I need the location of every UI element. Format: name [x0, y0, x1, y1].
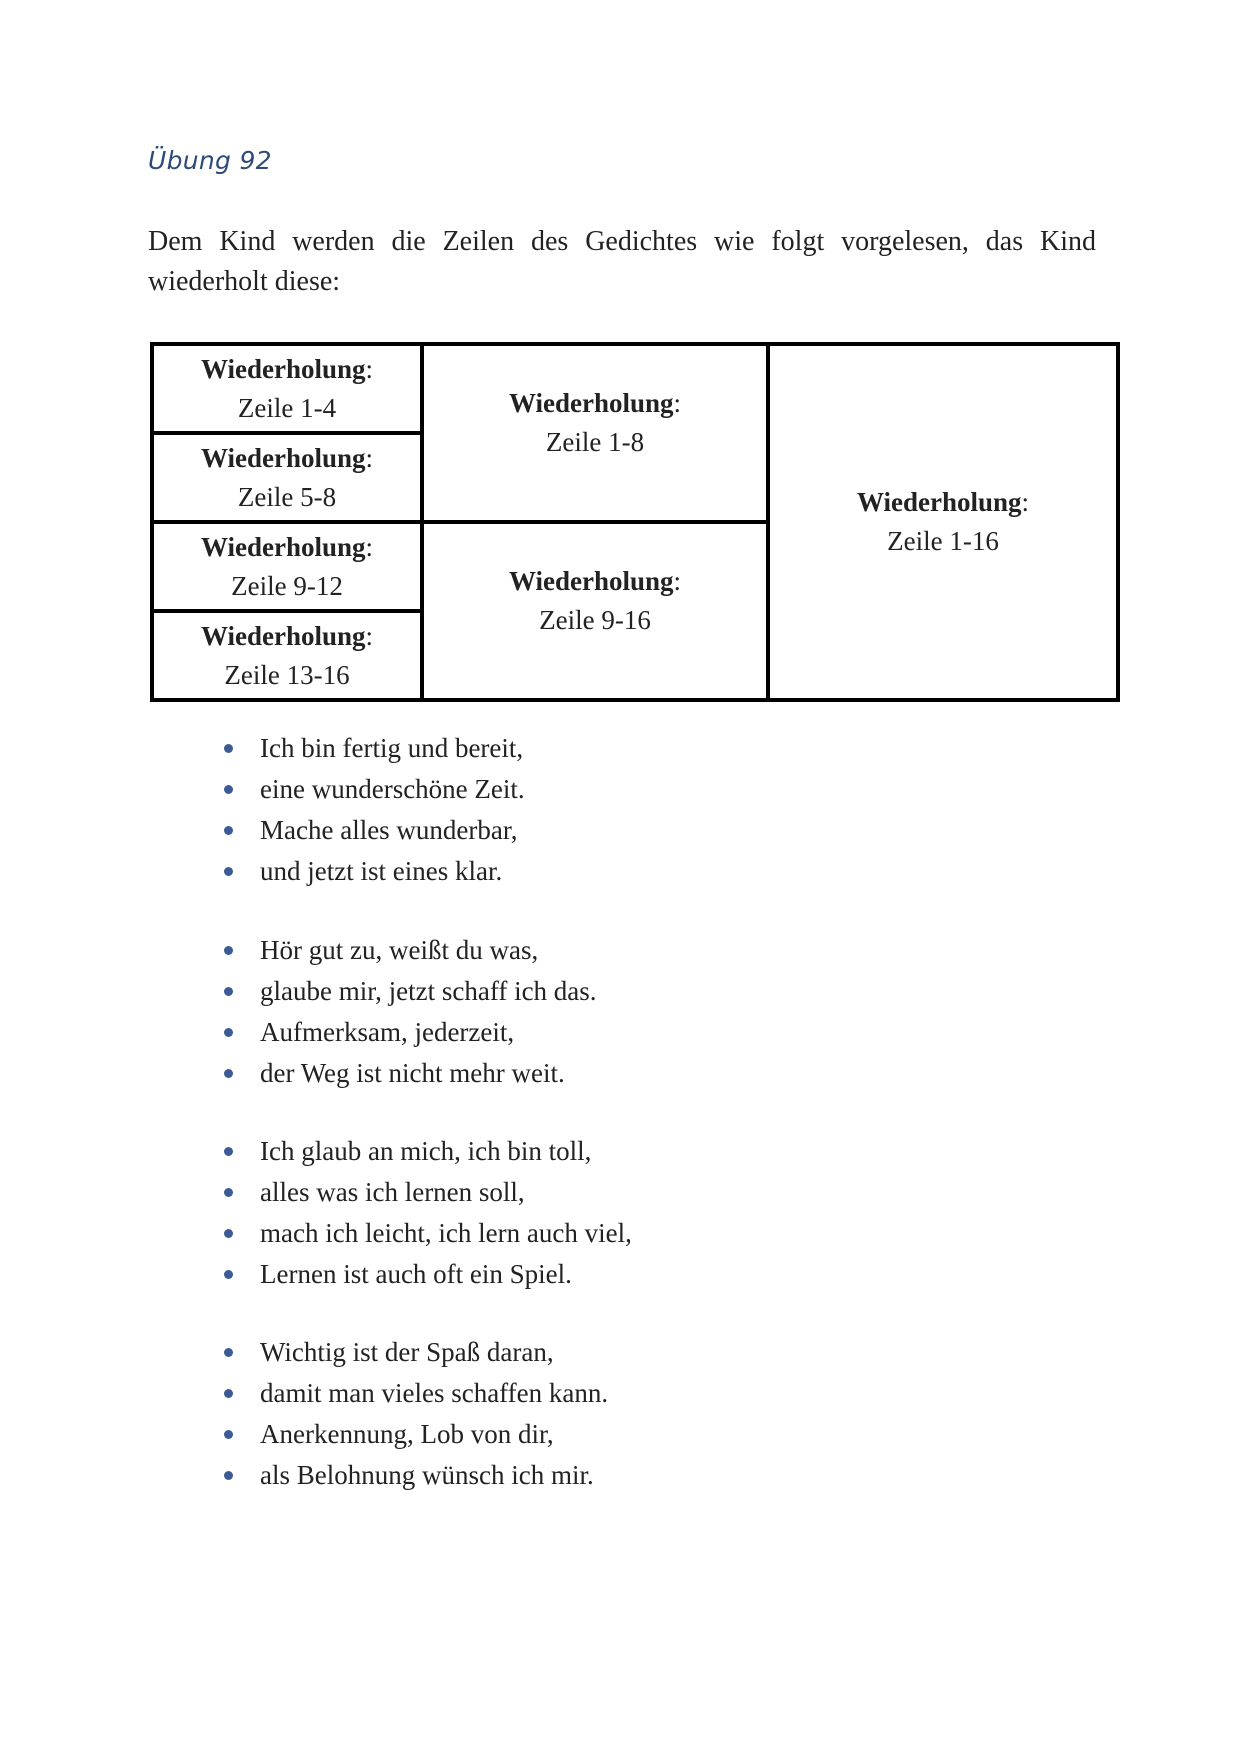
- label-colon: :: [365, 442, 374, 473]
- repetition-table: [150, 342, 1120, 702]
- stanza-4: [224, 1332, 608, 1496]
- verse-line: Hör gut zu, weißt du was,: [224, 930, 597, 971]
- verse-line: glaube mir, jetzt schaff ich das.: [224, 971, 597, 1012]
- bullet-icon: [224, 987, 233, 996]
- exercise-title: Übung 92: [148, 146, 272, 175]
- bullet-icon: [224, 1430, 233, 1439]
- verse-line: Lernen ist auch oft ein Spiel.: [224, 1254, 632, 1295]
- line-range: Zeile 9-16: [539, 605, 651, 635]
- repetition-cell-lines-5-8: [152, 433, 422, 522]
- label-colon: :: [365, 620, 374, 651]
- bullet-icon: [224, 1147, 233, 1156]
- bullet-icon: [224, 1028, 233, 1037]
- verse-line: Anerkennung, Lob von dir,: [224, 1414, 608, 1455]
- verse-line: als Belohnung wünsch ich mir.: [224, 1455, 608, 1496]
- verse-line: Wichtig ist der Spaß daran,: [224, 1332, 608, 1373]
- bullet-icon: [224, 744, 233, 753]
- repetition-cell-lines-13-16: [152, 611, 422, 700]
- stanza-3: [224, 1131, 632, 1295]
- repetition-label: Wiederholung: [856, 487, 1022, 517]
- bullet-icon: [224, 1270, 233, 1279]
- intro-text: Dem Kind werden die Zeilen des Gedichtes wie folgt vorgelesen, das Kind wiederholt diese:: [148, 226, 1096, 297]
- label-colon: :: [365, 531, 374, 562]
- verse-line: mach ich leicht, ich lern auch viel,: [224, 1213, 632, 1254]
- table-row: [152, 344, 1118, 433]
- repetition-label: Wiederholung: [200, 353, 366, 384]
- verse-line: eine wunderschöne Zeit.: [224, 769, 525, 810]
- bullet-icon: [224, 826, 233, 835]
- verse-line: Ich bin fertig und bereit,: [224, 728, 525, 769]
- verse-line: und jetzt ist eines klar.: [224, 851, 525, 892]
- stanza-2: [224, 930, 597, 1094]
- bullet-icon: [224, 1188, 233, 1197]
- line-range: Zeile 13-16: [224, 659, 350, 690]
- repetition-cell-lines-1-8: [422, 344, 768, 522]
- label-colon: :: [673, 388, 682, 418]
- verse-line: Aufmerksam, jederzeit,: [224, 1012, 597, 1053]
- line-range: Zeile 1-4: [237, 392, 337, 423]
- verse-line: alles was ich lernen soll,: [224, 1172, 632, 1213]
- line-range: Zeile 1-16: [887, 526, 999, 556]
- line-range: Zeile 9-12: [231, 570, 343, 601]
- bullet-icon: [224, 1471, 233, 1480]
- repetition-cell-lines-1-4: [152, 344, 422, 433]
- line-range: Zeile 5-8: [237, 481, 337, 512]
- repetition-cell-lines-1-16: [768, 344, 1118, 700]
- verse-line: Ich glaub an mich, ich bin toll,: [224, 1131, 632, 1172]
- label-colon: :: [673, 566, 682, 596]
- repetition-label: Wiederholung: [200, 620, 366, 651]
- repetition-label: Wiederholung: [508, 566, 674, 596]
- repetition-cell-lines-9-16: [422, 522, 768, 700]
- line-range: Zeile 1-8: [545, 427, 645, 457]
- repetition-label: Wiederholung: [508, 388, 674, 418]
- bullet-icon: [224, 785, 233, 794]
- repetition-cell-lines-9-12: [152, 522, 422, 611]
- verse-line: der Weg ist nicht mehr weit.: [224, 1053, 597, 1094]
- bullet-icon: [224, 1229, 233, 1238]
- bullet-icon: [224, 867, 233, 876]
- verse-line: damit man vieles schaffen kann.: [224, 1373, 608, 1414]
- label-colon: :: [365, 353, 374, 384]
- bullet-icon: [224, 1069, 233, 1078]
- verse-line: Mache alles wunderbar,: [224, 810, 525, 851]
- repetition-label: Wiederholung: [200, 442, 366, 473]
- label-colon: :: [1021, 487, 1030, 517]
- bullet-icon: [224, 1389, 233, 1398]
- bullet-icon: [224, 1348, 233, 1357]
- repetition-label: Wiederholung: [200, 531, 366, 562]
- stanza-1: [224, 728, 525, 892]
- bullet-icon: [224, 946, 233, 955]
